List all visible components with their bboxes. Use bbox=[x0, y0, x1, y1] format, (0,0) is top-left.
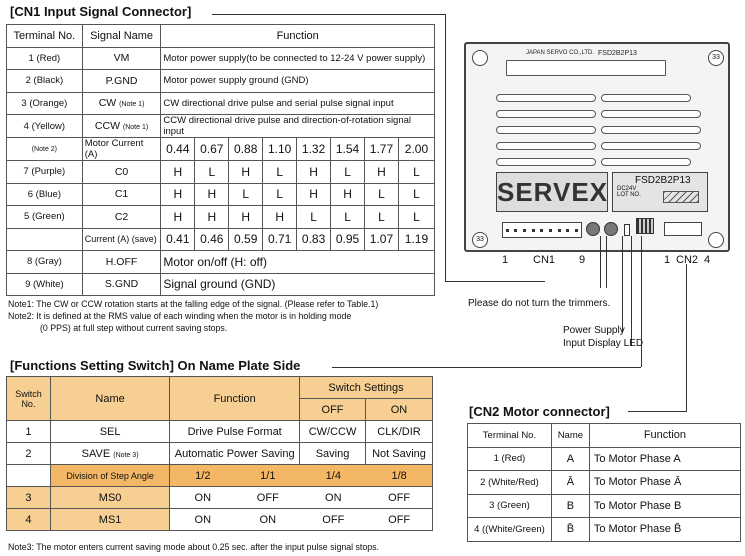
cn1-signal: H.OFF bbox=[82, 251, 161, 274]
cn1-level: L bbox=[263, 161, 297, 184]
cn1-signal: C2 bbox=[82, 206, 161, 229]
cn1-label: CN1 bbox=[533, 254, 556, 266]
cn1-current-row bbox=[7, 138, 435, 161]
cn1-title: [CN1 Input Signal Connector] bbox=[10, 4, 192, 19]
cn1-function: Motor on/off (H: off) bbox=[161, 251, 435, 274]
cn2-terminal: 3 (Green) bbox=[468, 494, 552, 518]
vent-slot bbox=[601, 94, 691, 102]
cn1-pin bbox=[575, 229, 578, 232]
cn2-header-terminal: Terminal No. bbox=[468, 424, 552, 448]
mount-hole-top-right: 33 bbox=[708, 50, 724, 66]
functions-name: MS0 bbox=[50, 487, 169, 509]
cn2-row bbox=[468, 471, 741, 495]
vent-slot bbox=[496, 94, 596, 102]
cn1-level: L bbox=[263, 183, 297, 206]
cn1-level: H bbox=[263, 206, 297, 229]
cn1-save-row bbox=[7, 228, 435, 251]
mount-hole-bottom-left: 33 bbox=[472, 232, 488, 248]
cn1-row bbox=[7, 92, 435, 115]
cn1-signal-note: (Note 1) bbox=[122, 124, 149, 131]
functions-ms-value: ON bbox=[259, 513, 277, 526]
cn1-pin bbox=[523, 229, 526, 232]
trimmer-2[interactable] bbox=[604, 222, 618, 236]
functions-step-value: 1/8 bbox=[391, 469, 407, 482]
cn1-level: H bbox=[161, 206, 195, 229]
cn1-terminal: 9 (White) bbox=[7, 273, 83, 296]
cn1-signal: VM bbox=[82, 47, 161, 70]
functions-table bbox=[6, 376, 433, 531]
cn1-function: CW directional drive pulse and serial pulse signal input bbox=[161, 92, 435, 115]
functions-name: SEL bbox=[50, 421, 169, 443]
functions-step-value: 1/4 bbox=[325, 469, 341, 482]
cn1-signal: S.GND bbox=[82, 273, 161, 296]
functions-header-settings: Switch Settings bbox=[300, 377, 433, 399]
cn1-level: H bbox=[229, 206, 263, 229]
cn1-row bbox=[7, 115, 435, 138]
cn2-pin1-label: 1 bbox=[664, 254, 671, 266]
cn1-pin bbox=[566, 229, 569, 232]
functions-function: Automatic Power Saving bbox=[170, 443, 300, 465]
vent-slot bbox=[496, 158, 596, 166]
cn2-function: To Motor Phase Ā bbox=[589, 471, 740, 495]
cn1-level: L bbox=[365, 206, 399, 229]
note-2-cont: (0 PPS) at full step without current saving stops. bbox=[40, 323, 228, 333]
cn1-save-value: 0.59 bbox=[229, 228, 263, 251]
name-plate-lot: LOT NO. bbox=[617, 192, 641, 198]
cn1-function: Motor power supply ground (GND) bbox=[161, 70, 435, 93]
cn2-row bbox=[468, 447, 741, 471]
trimmer-1[interactable] bbox=[586, 222, 600, 236]
cn1-signal-note: (Note 1) bbox=[119, 101, 145, 109]
cn2-connector bbox=[664, 222, 702, 236]
functions-title-rule bbox=[332, 367, 609, 368]
cn2-function: To Motor Phase B̄ bbox=[589, 518, 740, 542]
cn1-level: L bbox=[398, 161, 434, 184]
functions-name: SAVE bbox=[81, 447, 111, 460]
cn1-leader-h bbox=[445, 281, 545, 282]
cn1-level: H bbox=[161, 183, 195, 206]
vent-slot bbox=[601, 110, 701, 118]
cn1-save-value: 0.83 bbox=[297, 228, 331, 251]
led-label-line1: Power Supply bbox=[563, 325, 625, 336]
cn1-current-label: Motor Current (A) bbox=[82, 138, 161, 161]
cn1-level: L bbox=[195, 161, 229, 184]
cn1-signal-cell bbox=[82, 92, 161, 115]
cn1-signal: C1 bbox=[82, 183, 161, 206]
cn1-level: H bbox=[297, 183, 331, 206]
cn1-save-value: 0.95 bbox=[331, 228, 365, 251]
cn2-row bbox=[468, 518, 741, 542]
cn1-terminal: 5 (Green) bbox=[7, 206, 83, 229]
cn1-level: H bbox=[195, 183, 229, 206]
cn1-header-row bbox=[7, 25, 435, 48]
cn1-signal: P.GND bbox=[82, 70, 161, 93]
functions-leader-v bbox=[641, 236, 642, 367]
cn1-current-value: 2.00 bbox=[398, 138, 434, 161]
cn2-leader-v bbox=[686, 264, 687, 412]
vent-slot bbox=[601, 142, 701, 150]
cn2-name: B bbox=[551, 494, 589, 518]
cn1-function: CCW directional drive pulse and direction-of-rotation signal input bbox=[161, 115, 435, 138]
functions-name-cell bbox=[50, 443, 169, 465]
top-connector bbox=[506, 60, 666, 76]
functions-switch-no: 1 bbox=[7, 421, 51, 443]
functions-off: CW/CCW bbox=[300, 421, 366, 443]
functions-step-label: Division of Step Angle bbox=[50, 465, 169, 487]
vent-slot bbox=[496, 126, 596, 134]
functions-ms-values bbox=[170, 509, 433, 531]
cn1-save-value: 1.19 bbox=[398, 228, 434, 251]
cn1-pin bbox=[514, 229, 517, 232]
maker-label: JAPAN SERVO CO.,LTD. bbox=[526, 50, 595, 56]
servex-logo: SERVEX bbox=[496, 172, 608, 212]
power-led bbox=[624, 224, 630, 236]
functions-off: Saving bbox=[300, 443, 366, 465]
cn1-save-label: Current (A) (save) bbox=[82, 228, 161, 251]
vent-slot bbox=[601, 158, 691, 166]
functions-ms-value: OFF bbox=[322, 513, 345, 526]
name-plate bbox=[612, 172, 708, 212]
note-2: Note2: It is defined at the RMS value of each winding when the motor is in holding mode bbox=[8, 311, 352, 321]
cn2-terminal: 1 (Red) bbox=[468, 447, 552, 471]
cn1-title-rule bbox=[212, 14, 446, 15]
functions-leader-h bbox=[609, 367, 641, 368]
cn1-terminal: 8 (Gray) bbox=[7, 251, 83, 274]
functions-title: [Functions Setting Switch] On Name Plate Side bbox=[10, 358, 301, 373]
functions-ms-value: ON bbox=[194, 491, 212, 504]
functions-ms-value: ON bbox=[194, 513, 212, 526]
cn1-header-function: Function bbox=[161, 25, 435, 48]
name-plate-model: FSD2B2P13 bbox=[635, 175, 691, 186]
cn1-current-value: 0.67 bbox=[195, 138, 229, 161]
vent-slot bbox=[496, 110, 596, 118]
trimmer-leader-b bbox=[606, 236, 607, 288]
cn1-current-value: 1.32 bbox=[297, 138, 331, 161]
note-1: Note1: The CW or CCW rotation starts at the falling edge of the signal. (Please refer to Table.1) bbox=[8, 299, 379, 309]
cn1-level: L bbox=[365, 183, 399, 206]
cn1-row bbox=[7, 70, 435, 93]
cn2-title: [CN2 Motor connector] bbox=[469, 404, 610, 419]
cn1-save-empty bbox=[7, 228, 83, 251]
cn2-table bbox=[467, 423, 741, 542]
cn1-level: L bbox=[398, 206, 434, 229]
cn2-pin4-label: 4 bbox=[704, 254, 711, 266]
note-3: Note3: The motor enters current saving mode about 0.25 sec. after the input pulse signal stops. bbox=[8, 542, 379, 552]
functions-ms-value: OFF bbox=[388, 513, 411, 526]
cn2-header-name: Name bbox=[551, 424, 589, 448]
functions-ms-row bbox=[7, 487, 433, 509]
cn1-level: L bbox=[331, 206, 365, 229]
cn1-signal: C0 bbox=[82, 161, 161, 184]
cn1-current-value: 1.54 bbox=[331, 138, 365, 161]
cn1-switch-row bbox=[7, 161, 435, 184]
cn1-pin1-label: 1 bbox=[502, 254, 509, 266]
functions-name-note: (Note 3) bbox=[113, 451, 139, 459]
functions-header-function: Function bbox=[170, 377, 300, 421]
functions-step-row bbox=[7, 465, 433, 487]
cn1-table bbox=[6, 24, 435, 296]
cn1-header-signal: Signal Name bbox=[82, 25, 161, 48]
mount-hole-top-left bbox=[472, 50, 488, 66]
functions-step-value: 1/2 bbox=[195, 469, 211, 482]
functions-ms-value: ON bbox=[325, 491, 342, 504]
cn1-level: H bbox=[229, 161, 263, 184]
vent-slot bbox=[496, 142, 596, 150]
cn1-current-value: 0.88 bbox=[229, 138, 263, 161]
vent-slot bbox=[601, 126, 701, 134]
cn1-notes bbox=[8, 298, 378, 334]
cn2-function: To Motor Phase A bbox=[589, 447, 740, 471]
led-label-line2: Input Display LED bbox=[563, 338, 644, 349]
cn1-pin9-label: 9 bbox=[579, 254, 586, 266]
cn1-signal: CCW bbox=[94, 120, 120, 132]
name-plate-voltage: DC24V bbox=[617, 186, 637, 192]
cn1-row bbox=[7, 273, 435, 296]
cn1-level: L bbox=[229, 183, 263, 206]
functions-header-name: Name bbox=[50, 377, 169, 421]
cn2-row bbox=[468, 494, 741, 518]
cn2-name: B̄ bbox=[551, 518, 589, 542]
cn2-header-row bbox=[468, 424, 741, 448]
functions-row bbox=[7, 421, 433, 443]
cn1-terminal: 1 (Red) bbox=[7, 47, 83, 70]
cn1-row bbox=[7, 47, 435, 70]
cn1-level: H bbox=[161, 161, 195, 184]
model-top-label: FSD2B2P13 bbox=[598, 50, 637, 57]
cn2-function: To Motor Phase B bbox=[589, 494, 740, 518]
cn1-save-value: 0.41 bbox=[161, 228, 195, 251]
cn1-switch-row bbox=[7, 206, 435, 229]
functions-step-value: 1/1 bbox=[260, 469, 276, 482]
functions-ms-row bbox=[7, 509, 433, 531]
cn2-terminal: 2 (White/Red) bbox=[468, 471, 552, 495]
cn2-terminal: 4 ((White/Green) bbox=[468, 518, 552, 542]
cn1-terminal: 2 (Black) bbox=[7, 70, 83, 93]
cn1-pin bbox=[549, 229, 552, 232]
functions-switch-no: 4 bbox=[7, 509, 51, 531]
functions-function: Drive Pulse Format bbox=[170, 421, 300, 443]
cn1-current-value: 1.10 bbox=[263, 138, 297, 161]
cn1-level: H bbox=[331, 183, 365, 206]
cn1-level: H bbox=[365, 161, 399, 184]
mount-hole-bottom-right bbox=[708, 232, 724, 248]
functions-name: MS1 bbox=[50, 509, 169, 531]
functions-switch-no: 3 bbox=[7, 487, 51, 509]
functions-on: Not Saving bbox=[366, 443, 433, 465]
cn1-level: H bbox=[195, 206, 229, 229]
dip-switch[interactable] bbox=[636, 218, 654, 234]
cn1-save-value: 0.71 bbox=[263, 228, 297, 251]
cn1-terminal: 3 (Orange) bbox=[7, 92, 83, 115]
functions-header-switch: Switch No. bbox=[7, 377, 51, 421]
functions-header-row bbox=[7, 377, 433, 399]
cn1-level: H bbox=[297, 161, 331, 184]
functions-ms-values bbox=[170, 487, 433, 509]
name-plate-hatch bbox=[663, 191, 699, 203]
cn1-level: L bbox=[331, 161, 365, 184]
cn1-signal: CW bbox=[98, 97, 117, 110]
cn1-terminal: 6 (Blue) bbox=[7, 183, 83, 206]
cn1-terminal: 7 (Purple) bbox=[7, 161, 83, 184]
led-leader-a bbox=[622, 236, 623, 332]
cn1-current-value: 0.44 bbox=[161, 138, 195, 161]
cn1-level: L bbox=[398, 183, 434, 206]
led-leader-b bbox=[631, 236, 632, 346]
cn2-leader-h bbox=[628, 411, 686, 412]
cn1-connector bbox=[502, 222, 582, 238]
cn1-terminal: 4 (Yellow) bbox=[7, 115, 83, 138]
functions-step-empty bbox=[7, 465, 51, 487]
cn1-current-note: (Note 2) bbox=[7, 138, 83, 161]
cn1-save-value: 0.46 bbox=[195, 228, 229, 251]
functions-header-on: ON bbox=[366, 399, 433, 421]
functions-switch-no: 2 bbox=[7, 443, 51, 465]
functions-ms-value: OFF bbox=[388, 491, 411, 504]
cn1-current-value: 1.77 bbox=[365, 138, 399, 161]
cn1-save-value: 1.07 bbox=[365, 228, 399, 251]
trimmer-warning: Please do not turn the trimmers. bbox=[468, 298, 611, 309]
cn2-header-function: Function bbox=[589, 424, 740, 448]
cn1-switch-row bbox=[7, 183, 435, 206]
cn1-header-terminal: Terminal No. bbox=[7, 25, 83, 48]
cn1-pin bbox=[532, 229, 535, 232]
cn1-signal-cell bbox=[82, 115, 161, 138]
cn1-function: Signal ground (GND) bbox=[161, 273, 435, 296]
cn1-pin bbox=[506, 229, 509, 232]
cn1-pin bbox=[540, 229, 543, 232]
functions-header-off: OFF bbox=[300, 399, 366, 421]
functions-step-values bbox=[170, 465, 433, 487]
trimmer-leader-a bbox=[600, 236, 601, 288]
cn1-pin bbox=[558, 229, 561, 232]
cn2-name: A bbox=[551, 447, 589, 471]
functions-ms-value: OFF bbox=[256, 491, 279, 504]
cn1-level: L bbox=[297, 206, 331, 229]
functions-on: CLK/DIR bbox=[366, 421, 433, 443]
cn2-label: CN2 bbox=[676, 254, 699, 266]
cn1-leader-v bbox=[445, 14, 446, 282]
cn1-row bbox=[7, 251, 435, 274]
driver-board bbox=[464, 42, 730, 252]
functions-row bbox=[7, 443, 433, 465]
cn1-function: Motor power supply(to be connected to 12-24 V power supply) bbox=[161, 47, 435, 70]
cn2-name: Ā bbox=[551, 471, 589, 495]
